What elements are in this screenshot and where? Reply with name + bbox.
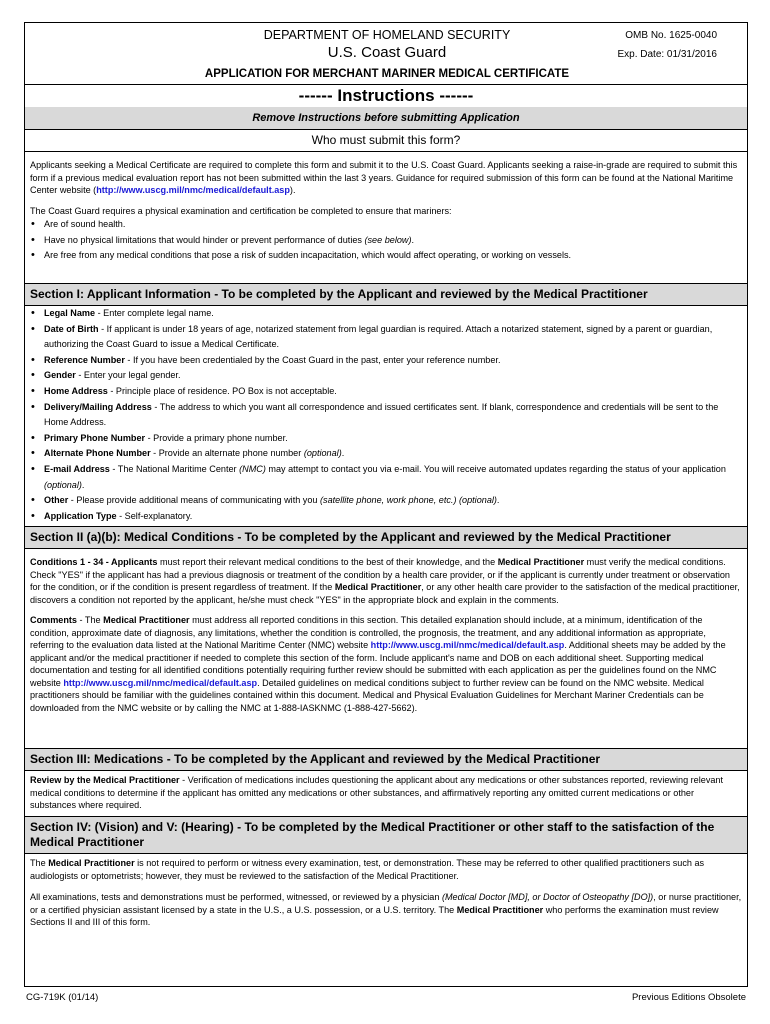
list-item: • Have no physical limitations that would hinder or prevent performance of duties (see below). [30, 233, 747, 249]
expiration-date: Exp. Date: 01/31/2016 [617, 49, 717, 60]
agency-title: U.S. Coast Guard [327, 44, 447, 61]
section-3-title: Section III: Medications - To be completed by the Applicant and reviewed by the Medical Practitioner [25, 748, 747, 771]
list-item: • Delivery/Mailing Address - The address to which you want all correspondence and issued certificates sent. If blank, correspondence and credentials will be sent to the Home Address. [30, 400, 742, 431]
list-item: • Legal Name - Enter complete legal name. [30, 306, 742, 322]
section-1-title: Section I: Applicant Information - To be completed by the Applicant and reviewed by the Medical Practitioner [25, 283, 747, 306]
section-3 [25, 748, 747, 812]
remove-instructions-note: Remove Instructions before submitting Application [25, 107, 747, 130]
nmc-medical-link[interactable]: http://www.uscg.mil/nmc/medical/default.asp [63, 677, 258, 688]
requirements-intro: The Coast Guard requires a physical examination and certification be completed to ensure that mariners: [30, 205, 452, 216]
list-item: • Alternate Phone Number - Provide an alternate phone number (optional). [30, 446, 742, 462]
nmc-medical-link[interactable]: http://www.uscg.mil/nmc/medical/default.asp [96, 185, 290, 195]
conditions-paragraph: Conditions 1 - 34 - Applicants must report their relevant medical conditions to the best of their knowledge, and the Medical Practitioner must verify the medical conditions. Check "YES" if the applicant has had a previous diagnosis or treatment of the condition by a health care provider, or if the applicant is currently under treatment or observation for the condition, or if the condition is present regardless of treatment. If the Medical Practitioner, or any other health care provider to the satisfaction of the medical practitioner, discovers a condition not reported by the applicant, he/she must check "YES" in the appropriate block and explain in the comments. [30, 557, 740, 605]
section-4-5 [25, 816, 747, 929]
requirements-list [25, 217, 747, 264]
list-item: • Primary Phone Number - Provide a primary phone number. [30, 431, 742, 447]
list-item: • Are free from any medical conditions that pose a risk of sudden incapacitation, which would affect operating, or working on vessels. [30, 248, 747, 264]
list-item: • Reference Number - If you have been credentialed by the Coast Guard in the past, enter your reference number. [30, 353, 742, 369]
list-item: • Other - Please provide additional means of communicating with you (satellite phone, work phone, etc.) (optional). [30, 493, 742, 509]
section-1 [25, 283, 747, 524]
examinations-paragraph: All examinations, tests and demonstrations must be performed, witnessed, or reviewed by a physician (Medical Doctor [MD], or Doctor of Osteopathy [DO]), or nurse practitioner, or a certified physician assistant licensed by a state in the U.S., a U.S. possession, or a U.S. territory. The Medical Practitioner who performs the examination must review Sections II and III of this form. [30, 892, 742, 927]
nmc-medical-link[interactable]: http://www.uscg.mil/nmc/medical/default.asp [370, 640, 565, 650]
list-item: • Are of sound health. [30, 217, 747, 233]
section-2-title: Section II (a)(b): Medical Conditions - To be completed by the Applicant and reviewed by the Medical Practitioner [25, 526, 747, 549]
comments-paragraph: Comments - The Medical Practitioner must address all reported conditions in this section. This detailed explanation should include, at a minimum, identification of the condition, approximate date of diagnosis, any limitations, whether the condition is controlled, the prognosis, the treatment, and any additional information as appropriate, referring to the evaluation data listed at the National Maritime Center (NMC) website http://www.uscg.mil/nmc/medical/default.asp. Additional sheets may be added by the applicant and/or the medical practitioner if needed to complete this section of the form. Include applicant's name and DOB on each additional sheet. Supporting medical documentation and testing for all identified conditions potentially requiring further review should be submitted with each application as per the guidelines found on the NMC website http://www.uscg.mil/nmc/medical/default.asp. Detailed guidelines on medical conditions subject to further review can be found on the NMC website. Medical practitioners should be familiar with the guidelines contained within this document. Medical and Physical Evaluation Guidelines for Merchant Mariner Credentials can be downloaded from the NMC website or by calling the NMC at 1-888-IASKNMC (1-888-427-5662). [30, 615, 726, 713]
section-2 [25, 526, 747, 714]
section-1-list [25, 306, 747, 524]
intro-section [25, 159, 747, 264]
intro-paragraph: Applicants seeking a Medical Certificate are required to complete this form and submit it to the U.S. Coast Guard. Applicants seeking a raise-in-grade are required to submit this form if a previous medical evaluation report has not been submitted within the last 3 years. Guidance for required submission of this form can be found at the National Maritime Center website (http://www.uscg.mil/nmc/medical/default.asp). [30, 160, 738, 195]
omb-number: OMB No. 1625-0040 [625, 30, 717, 41]
form-id: CG-719K (01/14) [26, 992, 99, 1003]
medications-paragraph: Review by the Medical Practitioner - Verification of medications includes questioning the applicant about any medications or other substances reported, reviewing relevant medical conditions to determine if the applicant has omitted any medications or other substances, and affirmatively reporting any omitted current medications or other substances where required. [30, 775, 724, 810]
who-must-submit-title: Who must submit this form? [25, 130, 747, 152]
list-item: • E-mail Address - The National Maritime Center (NMC) may attempt to contact you via e-mail. You will receive automated updates regarding the status of your application (optional). [30, 462, 742, 493]
list-item: • Home Address - Principle place of residence. PO Box is not acceptable. [30, 384, 742, 400]
section-4-5-title: Section IV: (Vision) and V: (Hearing) - To be completed by the Medical Practitioner or other staff to the satisfaction of the Medical Practitioner [25, 816, 747, 854]
form-frame [24, 22, 748, 987]
list-item: • Date of Birth - If applicant is under 18 years of age, notarized statement from legal guardian is required. Attach a notarized statement, signed by a parent or guardian, authorizing the Coast Guard to issue a Medical Certificate. [30, 322, 742, 353]
department-title: DEPARTMENT OF HOMELAND SECURITY [263, 28, 511, 42]
instructions-title: ------ Instructions ------ [25, 84, 747, 108]
practitioner-paragraph: The Medical Practitioner is not required to perform or witness every examination, test, or demonstration. These may be referred to other qualified practitioners such as audiologists or optometrists; however, they must be reviewed to the satisfaction of the Medical Practitioner. [30, 858, 705, 881]
list-item: • Application Type - Self-explanatory. [30, 509, 742, 525]
application-title: APPLICATION FOR MERCHANT MARINER MEDICAL CERTIFICATE [204, 68, 570, 80]
list-item: • Gender - Enter your legal gender. [30, 368, 742, 384]
previous-editions-note: Previous Editions Obsolete [631, 992, 746, 1003]
